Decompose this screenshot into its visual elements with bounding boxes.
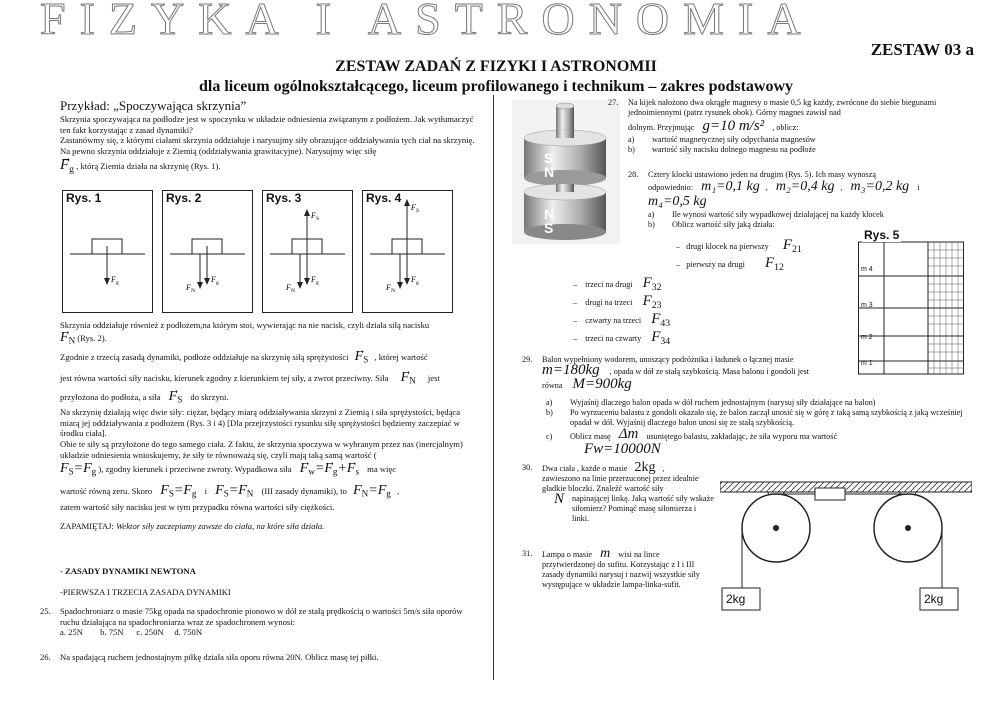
example-title: Przykład: „Spoczywająca skrzynia” — [60, 98, 247, 113]
task-29-m: m=180kg — [542, 362, 600, 378]
magnets-image — [512, 100, 620, 244]
svg-text:g: g — [316, 280, 319, 286]
task-27 — [608, 98, 964, 155]
task-30-text-c: zawieszono na linie przerzuconej przez idealnie gładkie bloczki. Znaleźć wartość siły — [542, 474, 699, 493]
t28-item-text: drugi klocek na pierwszy — [686, 242, 769, 251]
rys5-m4: m 4 — [861, 266, 873, 273]
svg-text:N: N — [191, 288, 195, 294]
eq-fs-fg: $F_S=F_g$ — [160, 483, 197, 499]
dash: – — [573, 298, 578, 307]
column-divider — [493, 95, 494, 680]
eq-fw-sum: → $F_w=\to F_g+\to F_s$ — [300, 461, 359, 476]
force-symbol: F — [642, 275, 652, 291]
task-31-text-a: Lampa o masie — [542, 550, 593, 559]
task-27-b-label: b) — [628, 145, 635, 154]
task-30-N: N — [554, 491, 565, 507]
svg-text:N: N — [391, 288, 395, 294]
task-28-a: Ile wynosi wartość siły wypadkowej działającej na każdy klocek — [672, 210, 884, 219]
rys4-label: Rys. 4 — [366, 191, 402, 205]
svg-text:F: F — [286, 283, 291, 292]
svg-text:F: F — [211, 275, 216, 284]
rys2-label: Rys. 2 — [166, 191, 202, 205]
dash: – — [573, 316, 578, 325]
rys5-m3: m 3 — [861, 302, 873, 309]
figures-rys1-4 — [62, 190, 482, 316]
example-p4a: Zgodnie z trzecią zasadą dynamiki, podłoże oddziałuje na skrzynię siłą sprężystości — [60, 352, 349, 362]
task-27-text: Na kijek nałożono dwa okrągłe magnesy o masie 0,5 kg każdy, zwrócone do siebie biegunami jednoimiennymi (patrz rysunek obok). Górny magnes zawisł nad — [628, 98, 937, 117]
force-subscript: 43 — [660, 317, 671, 329]
remember-note — [60, 521, 480, 532]
force-g-symbol: → $F_g$ — [60, 157, 74, 173]
t28-item-2 — [676, 255, 784, 273]
task-29-Fw: Fw=10000N — [584, 441, 661, 457]
t28-item-text: trzeci na drugi — [585, 280, 633, 289]
task-29-parts — [546, 398, 966, 457]
example-p10c: (III zasady dynamiki), to — [261, 486, 347, 496]
example-p6 — [60, 389, 480, 405]
task-28-number: 28. — [628, 170, 639, 179]
magnet-top-n: N — [544, 164, 555, 180]
task-29-number: 29. — [522, 355, 533, 364]
task-28-b-label: b) — [648, 220, 655, 229]
example-p4b: , której wartość — [374, 352, 428, 362]
force-diagrams — [62, 190, 482, 316]
example-p8: Obie te siły są przyłożone do tego samego ciała. Z faktu, że skrzynia spoczywa w wybranym przez nas (inercjalnym) układzie odniesienia wnioskujemy, że siły te równoważą się, czyli mają taką samą wartość ( — [60, 439, 463, 460]
rys5-m1: m 1 — [861, 360, 873, 367]
task-25-options: a. 25N b. 75N c. 250N d. 750N — [60, 627, 203, 638]
svg-text:F: F — [386, 283, 391, 292]
task-27-a-label: a) — [628, 135, 635, 144]
force-symbol: F — [764, 255, 775, 271]
task-27-g: g=10 m/s² — [702, 118, 765, 134]
example-p10b: i — [204, 486, 207, 496]
force-n-symbol-2: → $F_N$ — [401, 370, 416, 385]
eq-fn-fg: $F_N=F_g$ — [353, 483, 391, 499]
task-30 — [522, 460, 714, 524]
task-31-text-b: wisi na lince przytwierdzonej do sufitu. Korzystając z I i III zasady dynamiki narysuj i nazwij wszystkie siły występujące w układzie lampa-linka-sufit. — [542, 550, 700, 589]
example-p6b: do skrzyni. — [190, 392, 229, 402]
task-31-number: 31. — [522, 549, 533, 558]
svg-text:g: g — [416, 280, 419, 286]
svg-text:S: S — [416, 208, 420, 214]
magnets-illustration — [512, 100, 620, 244]
rys5-m2: m 2 — [861, 334, 873, 341]
task-27-number: 27. — [608, 98, 619, 107]
task-29-text-b: , opada w dół ze stałą szybkością. Masa balonu i gondoli jest — [609, 367, 810, 376]
force-subscript: 32 — [651, 281, 662, 293]
task-26-number: 26. — [40, 652, 51, 662]
page-title: ZESTAW ZADAŃ Z FIZYKI I ASTRONOMII — [335, 58, 657, 75]
task-29 — [522, 355, 854, 392]
force-symbol: F — [651, 329, 661, 345]
example-p3b-line — [60, 330, 107, 346]
task-28-respectively: odpowiednio: — [648, 183, 694, 192]
task-29-c1: Oblicz masę — [570, 432, 611, 441]
t28-item-6 — [573, 329, 671, 347]
t28-item-4 — [573, 293, 662, 311]
task-29-M: M=900kg — [572, 376, 632, 392]
svg-text:g: g — [216, 280, 219, 286]
t28-item-text: pierwszy na drugi — [686, 260, 745, 269]
task-28: 28. Cztery klocki ustawiono jeden na drugim (Rys. 5). Ich masy wynoszą odpowiednio: m₁=0,1 kg , m₂=0,4 kg , m₃=0,2 kg i m₄=0,5 kg a) Ile wynosi wartość siły wypadkowej działającej na każdy klocek b) Oblicz wartość siły jaką działa: — [648, 170, 964, 230]
force-n-symbol: → $F_N$ — [60, 330, 75, 345]
rys1-label: Rys. 1 — [66, 191, 102, 205]
task-27-compute: , oblicz: — [772, 123, 799, 132]
svg-text:F: F — [311, 211, 316, 220]
force-symbol: F — [651, 311, 661, 327]
rys1-figure — [63, 191, 153, 313]
task-28-m1: m₁=0,1 kg — [701, 179, 760, 194]
section-newton: - ZASADY DYNAMIKI NEWTONA — [60, 566, 196, 576]
rys4-figure — [363, 191, 453, 313]
remember-label: ZAPAMIĘTAJ: — [60, 521, 114, 531]
example-p9 — [60, 461, 480, 477]
force-symbol: F — [642, 293, 652, 309]
example-p10a: wartość równą zeru. Skoro — [60, 486, 153, 496]
eq-fs-fn: $F_S=F_N$ — [215, 483, 254, 499]
rys3-figure — [263, 191, 353, 313]
example-p5b: jest — [427, 373, 440, 383]
svg-text:F: F — [311, 275, 316, 284]
example-p2b: , którą Ziemia działa na skrzynię (Rys. 1). — [76, 161, 221, 171]
task-31 — [522, 546, 714, 590]
example-p3: Skrzynia oddziałuje również z podłożem,na którym stoi, wywierając na nie nacisk, czyli działa siłą nacisku — [60, 320, 430, 330]
task-25-number: 25. — [40, 606, 51, 616]
eq-fs-eq-fg: $F_S=F_g$ — [60, 461, 97, 477]
svg-text:N: N — [291, 288, 295, 294]
force-subscript: 23 — [651, 299, 662, 311]
dash: – — [676, 242, 681, 251]
rys2-figure — [163, 191, 253, 313]
task-28-b: Oblicz wartość siły jaką działa: — [672, 220, 775, 229]
rys5-figure — [858, 228, 964, 376]
task-29-equal: równa — [542, 381, 563, 390]
example-p5a: jest równa wartości siły nacisku, kierunek zgodny z kierunkiem tej siły, a zwrot przeciwny. Siła — [60, 373, 389, 383]
task-27-assume: dolnym. Przyjmując — [628, 123, 695, 132]
magnet-bottom-s: S — [544, 220, 554, 236]
task-29-a-label: a) — [546, 398, 553, 407]
task-29-b-label: b) — [546, 408, 553, 417]
section-first-third: -PIERWSZA I TRZECIA ZASADA DYNAMIKI — [60, 587, 231, 597]
example-p11: zatem wartość siły nacisku jest w tym przypadku równa wartości siły ciężkości. — [60, 502, 335, 512]
task-30-comma: , — [662, 464, 665, 473]
task-28-m3: m₃=0,2 kg — [850, 179, 910, 194]
t28-item-text: drugi na trzeci — [585, 298, 633, 307]
page-subtitle: dla liceum ogólnokształcącego, liceum profilowanego i technikum – zakres podstawowy — [198, 78, 794, 95]
force-subscript: 34 — [660, 335, 671, 347]
task-29-c2: usuniętego balastu, zakładając, że siła wyporu ma wartość — [646, 432, 838, 441]
force-subscript: 21 — [791, 243, 802, 255]
task-28-a-label: a) — [648, 210, 655, 219]
task-30-text-a: Dwa ciała , każde o masie — [542, 464, 628, 473]
task-28-and: i — [917, 183, 920, 192]
set-number: ZESTAW 03 a — [870, 40, 974, 59]
svg-text:S: S — [316, 216, 320, 222]
example-p2b-line — [60, 157, 480, 176]
force-subscript: 12 — [774, 261, 784, 273]
t28-item-5 — [573, 311, 671, 329]
t28-item-text: trzeci na czwarty — [585, 334, 642, 343]
rys5-stacked-blocks — [858, 228, 964, 376]
svg-text:F: F — [411, 275, 416, 284]
example-p10 — [60, 483, 480, 499]
task-28-m4: m₄=0,5 kg — [648, 194, 707, 209]
task-30-mass: 2kg — [634, 460, 656, 475]
task-25 — [40, 606, 480, 638]
example-p9b: ma więc — [367, 464, 397, 474]
rys5-label: Rys. 5 — [864, 228, 900, 242]
task-26-text: Na spadającą ruchem jednostajnym piłkę działa siła oporu równa 20N. Oblicz masę tej piłki. — [60, 652, 379, 662]
svg-text:F: F — [111, 275, 116, 284]
force-symbol: F — [782, 237, 792, 253]
banner-title: FIZYKA I ASTRONOMIA — [40, 0, 815, 44]
task-26 — [40, 652, 480, 663]
pulley-mass-right: 2kg — [924, 592, 944, 606]
t28-item-text: czwarty na trzeci — [585, 316, 642, 325]
dash: – — [573, 280, 578, 289]
dash: – — [573, 334, 578, 343]
example-p2: Zastanówmy się, z którymi ciałami skrzynia oddziałuje i narysujmy siły obrazujące oddziaływania tych ciał na skrzynię. Na pewno skrzynia oddziałuje z Ziemią (oddziaływania grawitacyjne). Narysujmy więc siłę — [60, 135, 475, 156]
pulley-mass-left: 2kg — [726, 592, 746, 606]
task-25-text: Spadochroniarz o masie 75kg opada na spadochronie pionowo w dół ze stałą prędkością o wartości 5m/s siła oporów ruchu działająca na spadochroniarza wraz ze spadochronem wynosi: — [60, 606, 463, 627]
svg-text:F: F — [186, 283, 191, 292]
task-29-c-label: c) — [546, 432, 553, 441]
task-29-text: Balon wypełniony wodorem, unoszący podróżnika i ładunek o łącznej masie — [542, 355, 794, 364]
task-29-b: Po wyrzuceniu balastu z gondoli okazało się, że balon zaczął unosić się w górę z taką samą szybkością z jaką wcześniej opadał w dół. Wyjaśnij dlaczego balon unosi się ze stałą szybkością. — [570, 408, 963, 427]
task-29-a: Wyjaśnij dlaczego balon opada w dół ruchem jednostajnym (narysuj siły działające na balon) — [570, 398, 876, 407]
example-p10d: , — [396, 486, 400, 496]
svg-text:F: F — [411, 203, 416, 212]
example-p6a: przyłożona do podłoża, a siła — [60, 392, 161, 402]
magnet-bottom-n: N — [544, 206, 555, 222]
task-31-m: m — [600, 546, 611, 561]
pulley-figure — [720, 478, 972, 612]
svg-text:g: g — [116, 280, 119, 286]
magnet-top-s: S — [544, 150, 554, 166]
example-p7: Na skrzynię działają więc dwie siły: ciężar, będący miarą oddziaływania skrzyni z Ziemią i siła sprężystości, będąca miarą jej oddziaływania z podłożem (Rys. 3 i 4) [Dla przejrzystości rysunku siłę sprężystości będziemy zaczepiać w środku ciała]. — [60, 407, 461, 439]
example-p1: Skrzynia spoczywająca na podłodze jest w spoczynku w układzie odniesienia związanym z podłożem. Jak wytłumaczyć ten fakt korzystając z zasad dynamiki? — [60, 114, 474, 135]
t28-item-3 — [573, 275, 662, 293]
task-29-dm: Δm — [618, 426, 639, 442]
t28-item-1 — [676, 237, 802, 255]
task-30-number: 30. — [522, 463, 533, 472]
force-s-symbol-2: → $F_S$ — [169, 389, 183, 404]
force-s-symbol: → $F_S$ — [355, 349, 369, 364]
example-p4 — [60, 349, 480, 365]
task-27-a: wartość magnetycznej siły odpychania magnesów — [652, 135, 816, 144]
example-p5 — [60, 370, 480, 386]
task-27-b: wartość siły nacisku dolnego magnesu na podłoże — [652, 145, 816, 154]
remember-text: Wektor siły zaczepiamy zawsze do ciała, na które siła działa. — [116, 521, 325, 531]
example-p3b: (Rys. 2). — [77, 333, 107, 343]
rys3-label: Rys. 3 — [266, 191, 302, 205]
task-28-text: Cztery klocki ustawiono jeden na drugim (Rys. 5). Ich masy wynoszą — [648, 170, 876, 179]
task-30-text-d: napinającej linkę. Jaką wartość siły wskaże siłomierz? Pominąć masę siłomierza i linki. — [572, 494, 714, 523]
example-p9a: ), zgodny kierunek i przeciwne zwroty. Wypadkowa siła — [98, 464, 292, 474]
task-28-m2: m₂=0,4 kg — [775, 179, 835, 194]
dash: – — [676, 260, 681, 269]
